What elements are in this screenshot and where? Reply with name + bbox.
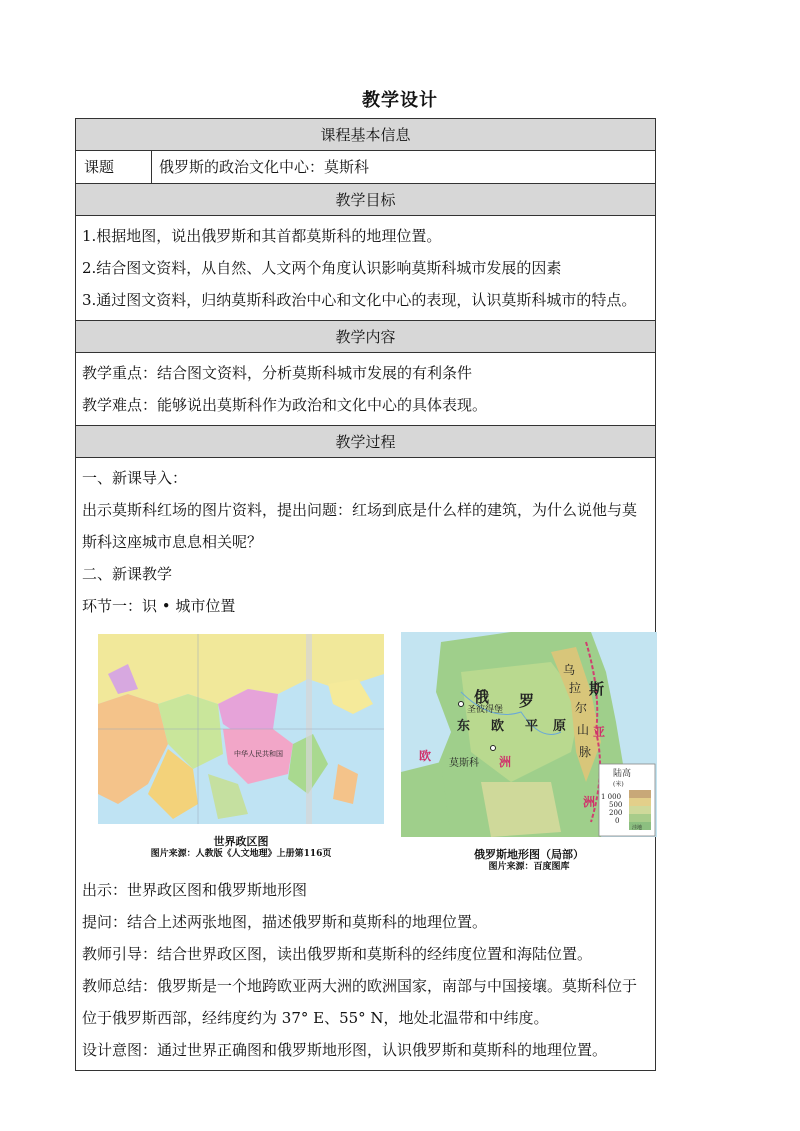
russia-label-char: 斯 [589, 680, 605, 698]
legend-unit: (米) [613, 781, 624, 788]
asia-label-char: 洲 [583, 795, 596, 809]
plain-label-char: 平 [525, 719, 539, 734]
russia-map-image [401, 632, 657, 837]
europe-label-char: 欧 [419, 749, 432, 763]
asia-label-char: 亚 [593, 725, 606, 739]
russia-label-char: 俄 [474, 688, 490, 706]
objective-item: 1.根据地图，说出俄罗斯和其首都莫斯科的地理位置。 [82, 227, 442, 245]
content-header: 教学内容 [76, 321, 655, 353]
figures-area [82, 622, 649, 874]
ural-label-char: 脉 [579, 745, 592, 759]
objectives-body [76, 216, 655, 321]
difficult-point: 教学难点：能够说出莫斯科作为政治和文化中心的具体表现。 [82, 396, 488, 414]
world-map-image [98, 634, 384, 824]
process-line: 一、新课导入： [82, 469, 188, 487]
legend-value: 500 [609, 801, 623, 809]
process-line: 二、新课教学 [82, 565, 173, 583]
legend-bottom: 洼地 [632, 825, 643, 831]
objectives-header: 教学目标 [76, 184, 655, 216]
process-line: 设计意图：通过世界正确图和俄罗斯地形图，认识俄罗斯和莫斯科的地理位置。 [82, 1041, 608, 1059]
legend-value: 200 [609, 809, 623, 817]
objective-item: 2.结合图文资料，从自然、人文两个角度认识影响莫斯科城市发展的因素 [82, 259, 562, 277]
ural-label-char: 拉 [569, 681, 582, 695]
europe-label-char: 洲 [499, 755, 512, 769]
saint-petersburg-label: 圣彼得堡 [467, 705, 504, 715]
process-line: 提问：结合上述两张地图，描述俄罗斯和莫斯科的地理位置。 [82, 913, 488, 931]
world-map-caption: 世界政区图 [213, 835, 269, 848]
plain-label-char: 欧 [491, 719, 505, 734]
process-line: 教师总结：俄罗斯是一个地跨欧亚两大洲的欧洲国家，南部与中国接壤。莫斯科位于位于俄罗斯西部，经纬度约为 37° E、55° N，地处北温带和中纬度。 [82, 977, 638, 1027]
legend-value: 1 000 [601, 793, 622, 801]
course-info-header: 课程基本信息 [76, 119, 655, 151]
plain-label-char: 原 [553, 719, 567, 734]
russia-terrain-map [401, 632, 657, 874]
process-line: 环节一：识 • 城市位置 [82, 597, 236, 615]
ural-label-char: 尔 [575, 701, 588, 715]
ural-label-char: 乌 [563, 663, 576, 677]
world-map-china-label: 中华人民共和国 [234, 750, 283, 758]
process-line: 出示莫斯科红场的图片资料，提出问题：红场到底是什么样的建筑，为什么说他与莫斯科这座城市息息相关呢？ [82, 501, 638, 551]
topic-row [76, 151, 655, 184]
document-title: 教学设计 [362, 90, 438, 111]
russia-label-char: 罗 [519, 692, 535, 710]
legend-value: 0 [615, 817, 620, 825]
process-line: 教师引导：结合世界政区图，读出俄罗斯和莫斯科的经纬度位置和海陆位置。 [82, 945, 593, 963]
ural-label-char: 山 [577, 723, 590, 737]
key-point: 教学重点：结合图文资料，分析莫斯科城市发展的有利条件 [82, 364, 473, 382]
objective-item: 3.通过图文资料，归纳莫斯科政治中心和文化中心的表现，认识莫斯科城市的特点。 [82, 291, 637, 309]
process-body [76, 458, 655, 1070]
topic-value: 俄罗斯的政治文化中心：莫斯科 [159, 158, 370, 176]
russia-map-caption: 俄罗斯地形图（局部） [474, 848, 584, 861]
plain-label-char: 东 [457, 719, 471, 734]
content-body [76, 353, 655, 426]
elevation-legend [599, 764, 655, 836]
lesson-table [75, 118, 656, 1071]
world-map-source: 图片来源：人教版《人文地理》上册第116页 [150, 849, 332, 859]
world-political-map [98, 634, 384, 861]
legend-title: 陆高 [613, 769, 632, 779]
process-header: 教学过程 [76, 426, 655, 458]
moscow-label: 莫斯科 [449, 758, 479, 769]
process-line: 出示：世界政区图和俄罗斯地形图 [82, 881, 308, 899]
topic-label: 课题 [76, 151, 152, 183]
russia-map-source: 图片来源：百度图库 [488, 862, 570, 872]
